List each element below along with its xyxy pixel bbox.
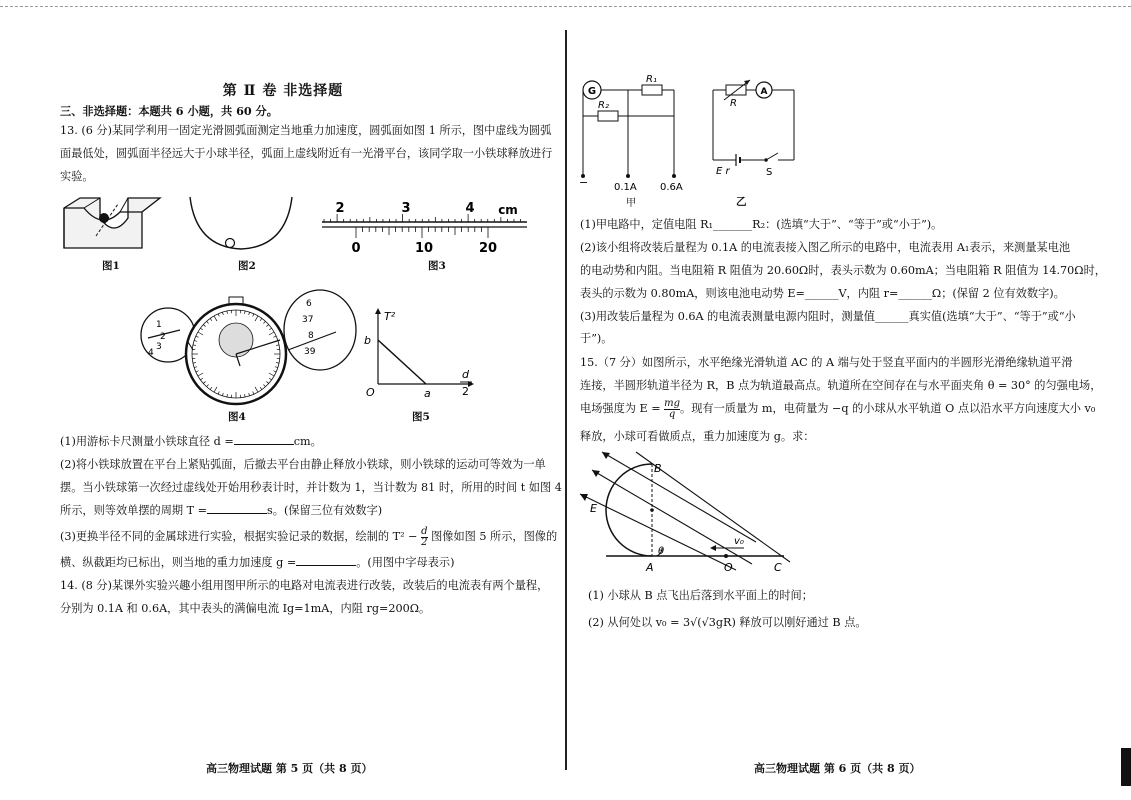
dial-big-8: 8 — [308, 331, 314, 341]
q13-sub3-line2 — [60, 552, 454, 574]
q13-sub2-tail: s。(保留三位有效数字) — [267, 504, 383, 517]
resistor-R2-label: R₂ — [598, 100, 609, 111]
battery-Er-label: E r — [716, 166, 730, 177]
q14-line1: 14. (8 分)某课外实验兴趣小组用图甲所示的电路对电流表进行改装，改装后的电流表有两个量程， — [60, 579, 549, 592]
figure-4-label: 图4 — [228, 411, 246, 423]
q15-line3-text: 电场强度为 E = — [580, 402, 661, 415]
caliper-unit: cm — [498, 203, 518, 217]
galvanometer-G: G — [587, 86, 597, 97]
figure-1-label: 图1 — [102, 260, 120, 272]
caliper-main-4: 4 — [465, 201, 475, 216]
q13-sub2-line3 — [60, 500, 382, 522]
dial-big-6: 6 — [306, 299, 312, 309]
q13-line1: 13. (6 分)某同学利用一固定光滑圆弧面测定当地重力加速度，圆弧面如图 1 所示，图中虚线为圆弧 — [60, 124, 552, 137]
q14-sub2-line1: (2)该小组将改装后量程为 0.1A 的电流表接入图乙所示的电路中，电流表用 A₁表示，来测量某电池 — [580, 241, 1071, 254]
resistor-R1-label: R₁ — [646, 74, 657, 85]
fig5-T2-label: T² — [384, 310, 396, 323]
terminal-0.1A: 0.1A — [614, 182, 637, 193]
q15-fraction: $\frac{mg}{q}$ — [664, 397, 681, 420]
q14-line2: 分别为 0.1A 和 0.6A，其中表头的满偏电流 Ig=1mA，内阻 rg=200Ω。 — [60, 602, 431, 615]
vernier-20: 20 — [478, 241, 498, 256]
field-E-label: E — [590, 502, 597, 515]
angle-theta-label: θ — [658, 546, 665, 557]
q15-sub1: (1) 小球从 B 点飞出后落到水平面上的时间； — [588, 589, 813, 602]
caliper-main-2: 2 — [335, 201, 345, 216]
vernier-0: 0 — [351, 241, 361, 256]
q15-line3-tail: 。现有一质量为 m，电荷量为 −q 的小球从水平轨道 O 点以沿水平方向速度大小 v₀ — [680, 402, 1096, 415]
vernier-10: 10 — [414, 241, 434, 256]
figure-1-groove — [62, 190, 162, 255]
right-page — [566, 0, 1131, 800]
q13-sub3-line1 — [60, 526, 557, 548]
figure-3-vernier-caliper — [322, 198, 532, 258]
q15-line3 — [580, 398, 1095, 420]
q15-line4: 释放，小球可看做质点，重力加速度为 g。求： — [580, 430, 815, 443]
q13-sub1-unit: cm。 — [293, 435, 322, 448]
q14-sub2-line3: 表头的示数为 0.80mA，则该电池电动势 E=______V，内阻 r=______Ω；(保留 2 位有效数字)。 — [580, 287, 1065, 300]
q13-sub1-text: (1)用游标卡尺测量小铁球直径 d = — [60, 435, 234, 448]
q13-sub2-line1: (2)将小铁球放置在平台上紧贴弧面，后撤去平台由静止释放小铁球，则小铁球的运动可等效为一单 — [60, 458, 546, 471]
q13-sub1-blank[interactable] — [234, 432, 294, 445]
q13-sub3-text: (3)更换半径不同的金属球进行实验，根据实验记录的数据，绘制的 T² − — [60, 530, 418, 543]
dial-big-37: 37 — [302, 315, 314, 325]
q14-sub1: (1)甲电路中，定值电阻 R₁_______R₂：(选填“大于”、“等于”或“小于”)。 — [580, 218, 943, 231]
circuit-yi-diagram — [708, 78, 808, 178]
section-heading: 三、非选择题：本题共 6 小题，共 60 分。 — [60, 104, 278, 118]
q13-sub2-text: 所示，则等效单摆的周期 T = — [60, 504, 208, 517]
terminal-0.6A: 0.6A — [660, 182, 683, 193]
circuit-jia-diagram — [578, 76, 693, 211]
dial-big-39: 39 — [304, 347, 316, 357]
q15-line1: 15.（7 分）如图所示，水平绝缘光滑轨道 AC 的 A 端与处于竖直平面内的半圆形光滑绝缘轨道平滑 — [580, 356, 1073, 369]
q14-sub3-line2: 于”)。 — [580, 332, 613, 345]
ammeter-A: A — [760, 87, 768, 97]
figure-5-graph — [358, 306, 483, 401]
right-footer: 高三物理试题 第 6 页（共 8 页） — [754, 762, 921, 775]
q14-sub3-line1: (3)用改装后量程为 0.6A 的电流表测量电源内阻时，测量值______真实值(选填“大于”、“等于”或“小 — [580, 310, 1076, 323]
figure-2-label: 图2 — [238, 260, 256, 272]
velocity-v0-label: v₀ — [734, 536, 744, 547]
left-footer: 高三物理试题 第 5 页（共 8 页） — [206, 762, 373, 775]
fig5-2-label: 2 — [462, 385, 469, 398]
switch-S-label: S — [766, 167, 773, 178]
q13-sub1 — [60, 431, 322, 453]
point-A-label: A — [646, 561, 654, 574]
q13-sub3-line2-tail: 。(用图中字母表示) — [356, 556, 455, 569]
q15-line2: 连接，半圆形轨道半径为 R，B 点为轨道最高点。轨道所在空间存在与水平面夹角 θ = 30° 的匀强电场， — [580, 379, 1102, 392]
q13-sub2-line2: 摆。当小铁球第一次经过虚线处开始用秒表计时，并计数为 1，当计数为 81 时，所用的时间 t 如图 4 — [60, 481, 562, 494]
q15-semicircle-diagram — [576, 450, 791, 575]
q13-line2: 面最低处，圆弧面半径远大于小球半径，弧面上虚线附近有一光滑平台，该同学取一小铁球释放进行 — [60, 147, 553, 160]
q13-sub3-line2-text: 横、纵截距均已标出，则当地的重力加速度 g = — [60, 556, 297, 569]
q15-sub2: (2) 从何处以 v₀ = 3√(√3gR) 释放可以刚好通过 B 点。 — [588, 616, 867, 629]
dial-small-3: 3 — [156, 342, 162, 352]
q13-line3: 实验。 — [60, 170, 94, 183]
q13-sub2-blank[interactable] — [207, 501, 267, 514]
dial-small-2: 2 — [160, 332, 166, 342]
caliper-main-3: 3 — [401, 201, 411, 216]
scan-corner-mark — [1121, 748, 1131, 786]
rheostat-R-label: R — [730, 98, 737, 109]
figure-3-label: 图3 — [428, 260, 446, 272]
point-O-label: O — [724, 561, 733, 574]
figure-5-label: 图5 — [412, 411, 430, 423]
figure-4-stopwatch — [140, 292, 360, 407]
q14-sub2-line2: 的电动势和内阻。当电阻箱 R 阻值为 20.60Ω时，表头示数为 0.60mA；当电阻箱 R 阻值为 14.70Ω时， — [580, 264, 1106, 277]
dial-small-1: 1 — [156, 320, 162, 330]
point-C-label: C — [774, 561, 782, 574]
q13-sub3-blank[interactable] — [296, 553, 356, 566]
point-B-label: B — [654, 462, 662, 475]
circuit-jia-label: 甲 — [626, 198, 636, 209]
circuit-yi-label: 乙 — [736, 196, 747, 208]
q13-sub3-tail: 图像如图 5 所示，图像的 — [431, 530, 558, 543]
fig5-b-label: b — [364, 334, 371, 347]
fig5-a-label: a — [424, 387, 431, 400]
fig5-d-label: d — [462, 368, 469, 381]
fig5-O-label: O — [366, 386, 375, 399]
dial-small-4: 4 — [148, 348, 154, 358]
figure-2-arc — [186, 195, 296, 255]
section-title: 第 Ⅱ 卷 非选择题 — [222, 83, 344, 99]
q13-sub3-fraction: $\frac{d}{2}$ — [421, 525, 428, 548]
terminal-minus: − — [579, 176, 589, 189]
